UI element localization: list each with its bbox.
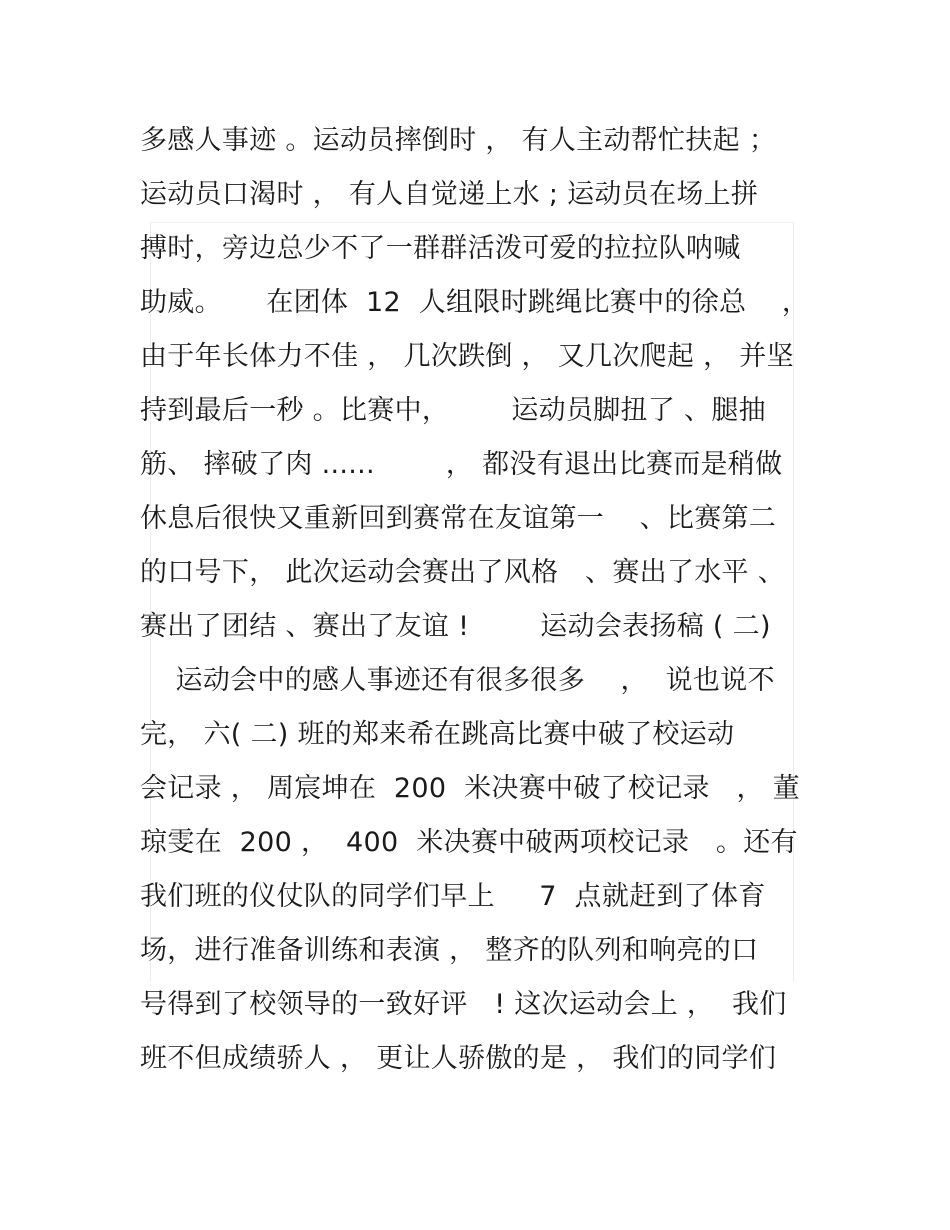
text-line: 我们班的仪仗队的同学们早上 7 点就赶到了体育	[140, 881, 766, 912]
text-line: 场，进行准备训练和表演 ， 整齐的队列和响亮的口	[140, 935, 759, 966]
text-line: 的口号下， 此次运动会赛出了风格 、赛出了水平 、	[140, 557, 786, 588]
text-line: 号得到了校领导的一致好评 ! 这次运动会上 ， 我们	[140, 989, 787, 1020]
text-line: 琼雯在 200 ， 400 米决赛中破两项校记录 。还有	[140, 827, 798, 858]
text-line: 运动会中的感人事迹还有很多很多 ， 说也说不	[140, 665, 775, 696]
text-line: 班不但成绩骄人 ， 更让人骄傲的是 ， 我们的同学们	[140, 1043, 777, 1074]
text-line: 运动员口渴时 ， 有人自觉递上水 ; 运动员在场上拼	[140, 179, 759, 210]
text-line: 会记录 ， 周宸坤在 200 米决赛中破了校记录 ， 董	[140, 773, 800, 804]
text-line: 由于年长体力不佳 ， 几次跌倒 ， 又几次爬起 ， 并坚	[140, 341, 794, 372]
text-line: 持到最后一秒 。比赛中， 运动员脚扭了 、腿抽	[140, 395, 766, 426]
text-line: 多感人事迹 。运动员摔倒时 ， 有人主动帮忙扶起 ；	[140, 125, 777, 156]
text-line: 完， 六( 二) 班的郑来希在跳高比赛中破了校运动	[140, 719, 735, 750]
text-line: 搏时，旁边总少不了一群群活泼可爱的拉拉队呐喊	[140, 233, 741, 264]
text-line: 休息后很快又重新回到赛常在友谊第一 、比赛第二	[140, 503, 777, 534]
text-line: 助威。 在团体 12 人组限时跳绳比赛中的徐总 ，	[140, 287, 810, 318]
text-line: 赛出了团结 、赛出了友谊 ! 运动会表扬稿 ( 二)	[140, 611, 771, 642]
text-line: 筋、 摔破了肉 ...... ， 都没有退出比赛而是稍做	[140, 449, 783, 480]
